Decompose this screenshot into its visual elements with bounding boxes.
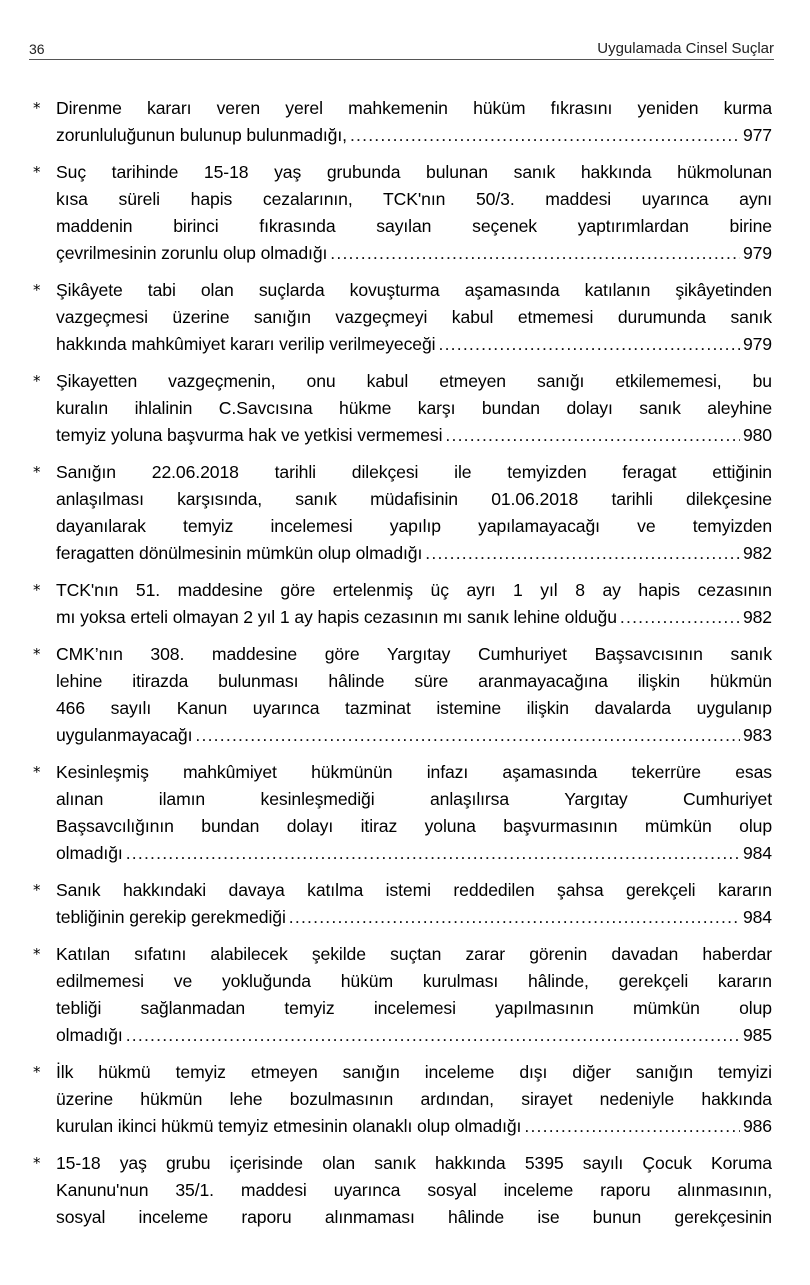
toc-entry-text bbox=[56, 1059, 772, 1140]
toc-entry-text bbox=[56, 877, 772, 931]
toc-entry-last-line bbox=[56, 331, 772, 358]
dot-leader bbox=[425, 540, 740, 567]
toc-entry[interactable] bbox=[0, 941, 810, 1049]
toc-page-number[interactable]: 980 bbox=[742, 425, 772, 445]
toc-entry-line: temyiz yoluna başvurma hak ve yetkisi vermemesi bbox=[56, 425, 443, 445]
toc-entry-text bbox=[56, 159, 772, 267]
dot-leader bbox=[330, 240, 740, 267]
toc-page-number[interactable]: 983 bbox=[742, 725, 772, 745]
toc-entry-line: lehine itirazda bulunması hâlinde süre aranmayacağına ilişkin hükmün bbox=[56, 671, 772, 691]
toc-entry-line: feragatten dönülmesinin mümkün olup olmadığı bbox=[56, 543, 423, 563]
toc-entry[interactable] bbox=[0, 95, 810, 149]
toc-entry-line: kurulan ikinci hükmü temyiz etmesinin olanaklı olup olmadığı bbox=[56, 1116, 522, 1136]
bullet-asterisk-icon: * bbox=[33, 463, 41, 481]
toc-entry-line: dayanılarak temyiz incelemesi yapılıp yapılamayacağı ve temyizden bbox=[56, 516, 772, 536]
toc-entry-last-line bbox=[56, 840, 772, 867]
running-title: Uygulamada Cinsel Suçlar bbox=[597, 40, 774, 57]
toc-entry[interactable] bbox=[0, 459, 810, 567]
toc-page-number[interactable]: 982 bbox=[742, 607, 772, 627]
dot-leader bbox=[620, 604, 740, 631]
toc-entry-line: çevrilmesinin zorunlu olup olmadığı bbox=[56, 243, 328, 263]
toc-entry-line: Şikayetten vazgeçmenin, onu kabul etmeyen sanığı etkilememesi, bu bbox=[56, 371, 772, 391]
toc-entry-line: 15-18 yaş grubu içerisinde olan sanık hakkında 5395 sayılı Çocuk Koruma bbox=[56, 1153, 772, 1173]
toc-entry[interactable] bbox=[0, 277, 810, 358]
toc-entry[interactable] bbox=[0, 877, 810, 931]
toc-entry-line: olmadığı bbox=[56, 843, 123, 863]
toc-entry-line: anlaşılması karşısında, sanık müdafisinin 01.06.2018 tarihli dilekçesine bbox=[56, 489, 772, 509]
toc-entry-line: vazgeçmesi üzerine sanığın vazgeçmeyi kabul etmemesi durumunda sanık bbox=[56, 307, 772, 327]
toc-entry-last-line bbox=[56, 540, 772, 567]
toc-entry-line: sosyal inceleme raporu alınmaması hâlinde ise bunun gerekçesinin bbox=[56, 1207, 772, 1227]
dot-leader bbox=[126, 1022, 740, 1049]
toc-entry-line: Katılan sıfatını alabilecek şekilde suçtan zarar görenin davadan haberdar bbox=[56, 944, 772, 964]
toc-entry-text bbox=[56, 577, 772, 631]
toc-entry-line: olmadığı bbox=[56, 1025, 123, 1045]
toc-entry-line: İlk hükmü temyiz etmeyen sanığın inceleme dışı diğer sanığın temyizi bbox=[56, 1062, 772, 1082]
dot-leader bbox=[524, 1113, 740, 1140]
page-header bbox=[29, 38, 774, 60]
toc-entry-line: Kanunu'nun 35/1. maddesi uyarınca sosyal inceleme raporu alınmasının, bbox=[56, 1180, 772, 1200]
bullet-asterisk-icon: * bbox=[33, 372, 41, 390]
toc-entry-last-line bbox=[56, 904, 772, 931]
dot-leader bbox=[438, 331, 739, 358]
toc-entry-text bbox=[56, 277, 772, 358]
toc-entry-text bbox=[56, 95, 772, 149]
bullet-asterisk-icon: * bbox=[33, 1154, 41, 1172]
toc-entry-line: CMK’nın 308. maddesine göre Yargıtay Cumhuriyet Başsavcısının sanık bbox=[56, 644, 772, 664]
toc-page-number[interactable]: 986 bbox=[742, 1116, 772, 1136]
toc-entry-line: 466 sayılı Kanun uyarınca tazminat istemine ilişkin davalarda uygulanıp bbox=[56, 698, 772, 718]
toc-entry-last-line bbox=[56, 240, 772, 267]
toc-entry[interactable] bbox=[0, 641, 810, 749]
table-of-contents bbox=[0, 95, 810, 1241]
toc-page-number[interactable]: 979 bbox=[742, 334, 772, 354]
toc-entry[interactable] bbox=[0, 159, 810, 267]
toc-entry-line: maddenin birinci fıkrasında sayılan seçenek yaptırımlardan birine bbox=[56, 216, 772, 236]
toc-entry-line: alınan ilamın kesinleşmediği anlaşılırsa Yargıtay Cumhuriyet bbox=[56, 789, 772, 809]
toc-entry-last-line bbox=[56, 722, 772, 749]
toc-entry[interactable] bbox=[0, 368, 810, 449]
toc-entry-last-line bbox=[56, 1113, 772, 1140]
toc-entry-line: Suç tarihinde 15-18 yaş grubunda bulunan sanık hakkında hükmolunan bbox=[56, 162, 772, 182]
toc-entry-line: uygulanmayacağı bbox=[56, 725, 193, 745]
toc-entry-line: tebliği sağlanmadan temyiz incelemesi yapılmasının mümkün olup bbox=[56, 998, 772, 1018]
dot-leader bbox=[350, 122, 740, 149]
dot-leader bbox=[195, 722, 740, 749]
bullet-asterisk-icon: * bbox=[33, 163, 41, 181]
bullet-asterisk-icon: * bbox=[33, 99, 41, 117]
toc-entry-line: TCK'nın 51. maddesine göre ertelenmiş üç ayrı 1 yıl 8 ay hapis cezasının bbox=[56, 580, 772, 600]
toc-page-number[interactable]: 979 bbox=[742, 243, 772, 263]
toc-page-number[interactable]: 985 bbox=[742, 1025, 772, 1045]
toc-entry-last-line bbox=[56, 604, 772, 631]
toc-page-number[interactable]: 984 bbox=[742, 843, 772, 863]
toc-entry[interactable] bbox=[0, 1059, 810, 1140]
toc-entry-line: üzerine hükmün lehe bozulmasının ardından, sirayet nedeniyle hakkında bbox=[56, 1089, 772, 1109]
toc-entry-line: hakkında mahkûmiyet kararı verilip verilmeyeceği bbox=[56, 334, 436, 354]
bullet-asterisk-icon: * bbox=[33, 1063, 41, 1081]
toc-entry-line: Sanık hakkındaki davaya katılma istemi reddedilen şahsa gerekçeli kararın bbox=[56, 880, 772, 900]
toc-entry-line: zorunluluğunun bulunup bulunmadığı, bbox=[56, 125, 347, 145]
toc-entry-text bbox=[56, 941, 772, 1049]
toc-page-number[interactable]: 982 bbox=[742, 543, 772, 563]
toc-entry[interactable] bbox=[0, 577, 810, 631]
dot-leader bbox=[445, 422, 740, 449]
toc-entry-line: kısa süreli hapis cezalarının, TCK'nın 50/3. maddesi uyarınca aynı bbox=[56, 189, 772, 209]
bullet-asterisk-icon: * bbox=[33, 581, 41, 599]
toc-entry-text bbox=[56, 459, 772, 567]
toc-entry-line: edilmemesi ve yokluğunda hüküm kurulması hâlinde, gerekçeli kararın bbox=[56, 971, 772, 991]
toc-entry-line: Şikâyete tabi olan suçlarda kovuşturma aşamasında katılanın şikâyetinden bbox=[56, 280, 772, 300]
toc-entry-line: Sanığın 22.06.2018 tarihli dilekçesi ile temyizden feragat ettiğinin bbox=[56, 462, 772, 482]
toc-entry[interactable] bbox=[0, 759, 810, 867]
toc-entry-text bbox=[56, 759, 772, 867]
bullet-asterisk-icon: * bbox=[33, 763, 41, 781]
toc-entry-line: mı yoksa erteli olmayan 2 yıl 1 ay hapis cezasının mı sanık lehine olduğu bbox=[56, 607, 617, 627]
toc-entry-text bbox=[56, 368, 772, 449]
toc-entry-line: kuralın ihlalinin C.Savcısına hükme karşı bundan dolayı sanık aleyhine bbox=[56, 398, 772, 418]
toc-entry-last-line bbox=[56, 122, 772, 149]
page-number: 36 bbox=[29, 41, 45, 57]
toc-entry-line: Başsavcılığının bundan dolayı itiraz yoluna başvurmasının mümkün olup bbox=[56, 816, 772, 836]
dot-leader bbox=[289, 904, 740, 931]
toc-entry-text bbox=[56, 1150, 772, 1231]
toc-page-number[interactable]: 984 bbox=[742, 907, 772, 927]
toc-entry-line: tebliğinin gerekip gerekmediği bbox=[56, 907, 286, 927]
toc-entry-line: Kesinleşmiş mahkûmiyet hükmünün infazı aşamasında tekerrüre esas bbox=[56, 762, 772, 782]
toc-entry-text bbox=[56, 641, 772, 749]
dot-leader bbox=[126, 840, 740, 867]
toc-entry[interactable] bbox=[0, 1150, 810, 1231]
bullet-asterisk-icon: * bbox=[33, 645, 41, 663]
bullet-asterisk-icon: * bbox=[33, 881, 41, 899]
bullet-asterisk-icon: * bbox=[33, 945, 41, 963]
toc-entry-last-line bbox=[56, 1022, 772, 1049]
toc-page-number[interactable]: 977 bbox=[742, 125, 772, 145]
bullet-asterisk-icon: * bbox=[33, 281, 41, 299]
toc-entry-last-line bbox=[56, 422, 772, 449]
toc-entry-line: Direnme kararı veren yerel mahkemenin hüküm fıkrasını yeniden kurma bbox=[56, 98, 772, 118]
